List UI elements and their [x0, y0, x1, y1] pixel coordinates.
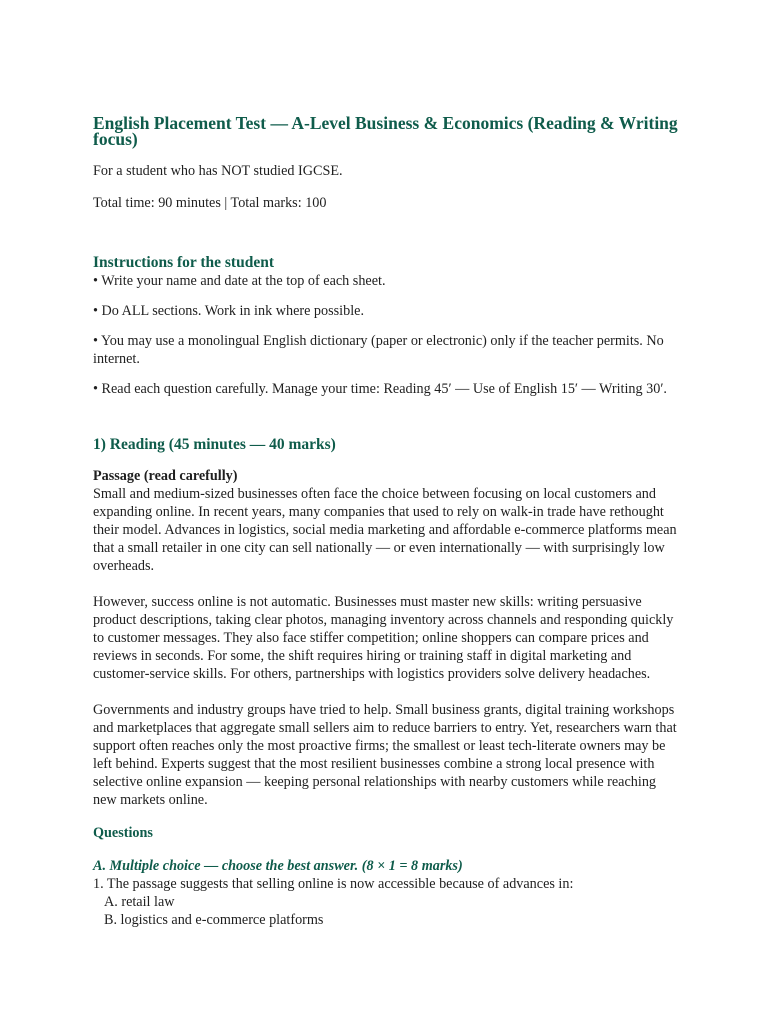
document-content [93, 115, 683, 929]
passage-paragraph: Small and medium-sized businesses often face the choice between focusing on local customers and expanding online. In recent years, many companies that used to rely on walk-in trade have rethought their model. Advances in logistics, social media marketing and affordable e-commerce platforms mean that a small retailer in one city can sell nationally — or even internationally — with surprisingly low overheads. [93, 486, 677, 574]
reading-heading: 1) Reading (45 minutes — 40 marks) [93, 436, 336, 453]
document-title: English Placement Test — A-Level Business & Economics (Reading & Writing focus) [93, 113, 678, 149]
question-1-stem: 1. The passage suggests that selling online is now accessible because of advances in: [93, 876, 574, 892]
question-1-option-a: A. retail law [104, 894, 175, 910]
question-1-option-b: B. logistics and e-commerce platforms [104, 912, 324, 928]
passage-paragraph: However, success online is not automatic. Businesses must master new skills: writing persuasive product descriptions, taking clear photos, managing inventory across channels and responding quickly to customer messages. They also face stiffer competition; online shoppers can compare prices and reviews in seconds. For some, the shift requires hiring or training staff in digital marketing and customer-service skills. For others, partnerships with logistics providers solve delivery headaches. [93, 594, 674, 682]
audience-note: For a student who has NOT studied IGCSE. [93, 163, 343, 179]
questions-label: Questions [93, 825, 153, 841]
instruction-item: • Write your name and date at the top of each sheet. [93, 273, 386, 289]
instruction-item: • You may use a monolingual English dictionary (paper or electronic) only if the teacher permits. No internet. [93, 333, 664, 367]
instruction-item: • Do ALL sections. Work in ink where possible. [93, 303, 364, 319]
passage-paragraph: Governments and industry groups have tried to help. Small business grants, digital training workshops and marketplaces that aggregate small sellers aim to reduce barriers to entry. Yet, researchers warn that support often reaches only the most proactive firms; the smallest or least tech-literate owners may be left behind. Experts suggest that the most resilient businesses combine a strong local presence with selective online expansion — keeping personal relationships with nearby customers while reaching new markets online. [93, 702, 677, 808]
section-a-heading: A. Multiple choice — choose the best answer. (8 × 1 = 8 marks) [93, 858, 463, 874]
time-marks-note: Total time: 90 minutes | Total marks: 100 [93, 195, 327, 211]
instruction-item: • Read each question carefully. Manage your time: Reading 45′ — Use of English 15′ — Writing 30′. [93, 381, 667, 397]
passage-label: Passage (read carefully) [93, 468, 238, 484]
instructions-heading: Instructions for the student [93, 254, 274, 271]
